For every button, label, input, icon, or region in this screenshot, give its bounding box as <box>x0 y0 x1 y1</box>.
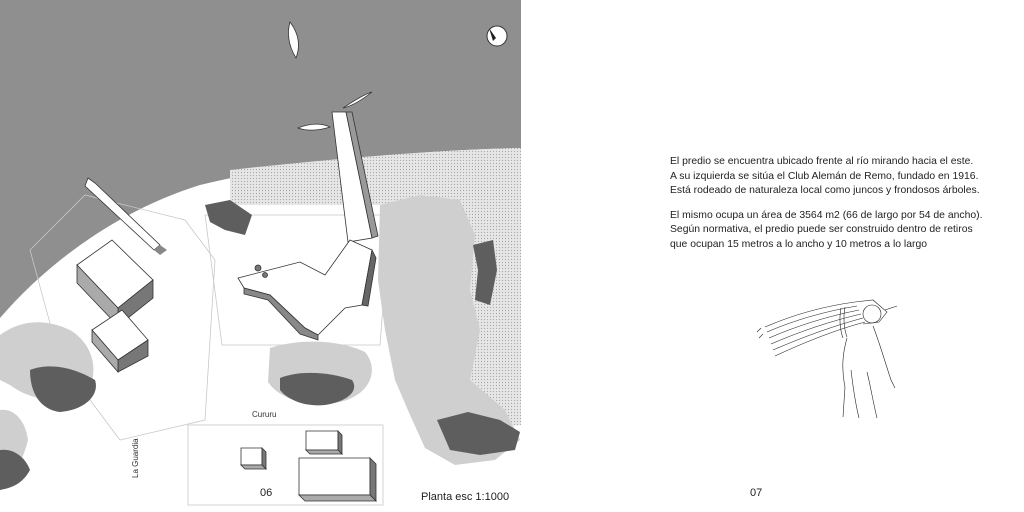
text-line: El mismo ocupa un área de 3564 m2 (66 de largo por 54 de ancho). <box>670 209 983 221</box>
page-number-left: 06 <box>260 487 273 499</box>
plan-scale-caption: Planta esc 1:1000 <box>421 491 510 503</box>
text-line: Está rodeado de naturaleza local como juncos y frondosos árboles. <box>670 185 980 197</box>
text-line: que ocupan 15 metros a lo ancho y 10 metros a lo largo <box>670 238 928 250</box>
paragraph-area <box>670 209 1000 253</box>
paragraph-location <box>670 155 1000 199</box>
text-line: Según normativa, el predio puede ser construido dentro de retiros <box>670 224 973 236</box>
description-text <box>670 155 1000 263</box>
street-label-cururu: Cururu <box>252 410 277 419</box>
text-line: El predio se encuentra ubicado frente al río mirando hacia el este. <box>670 156 974 167</box>
street-label-la-guardia: La Guardia <box>131 438 140 478</box>
page-number-right: 07 <box>750 487 763 499</box>
text-line: A su izquierda se sitúa el Club Alemán de Remo, fundado en 1916. <box>670 170 979 182</box>
north-arrow-icon <box>487 26 507 46</box>
rower-sketch-illustration <box>755 292 905 422</box>
